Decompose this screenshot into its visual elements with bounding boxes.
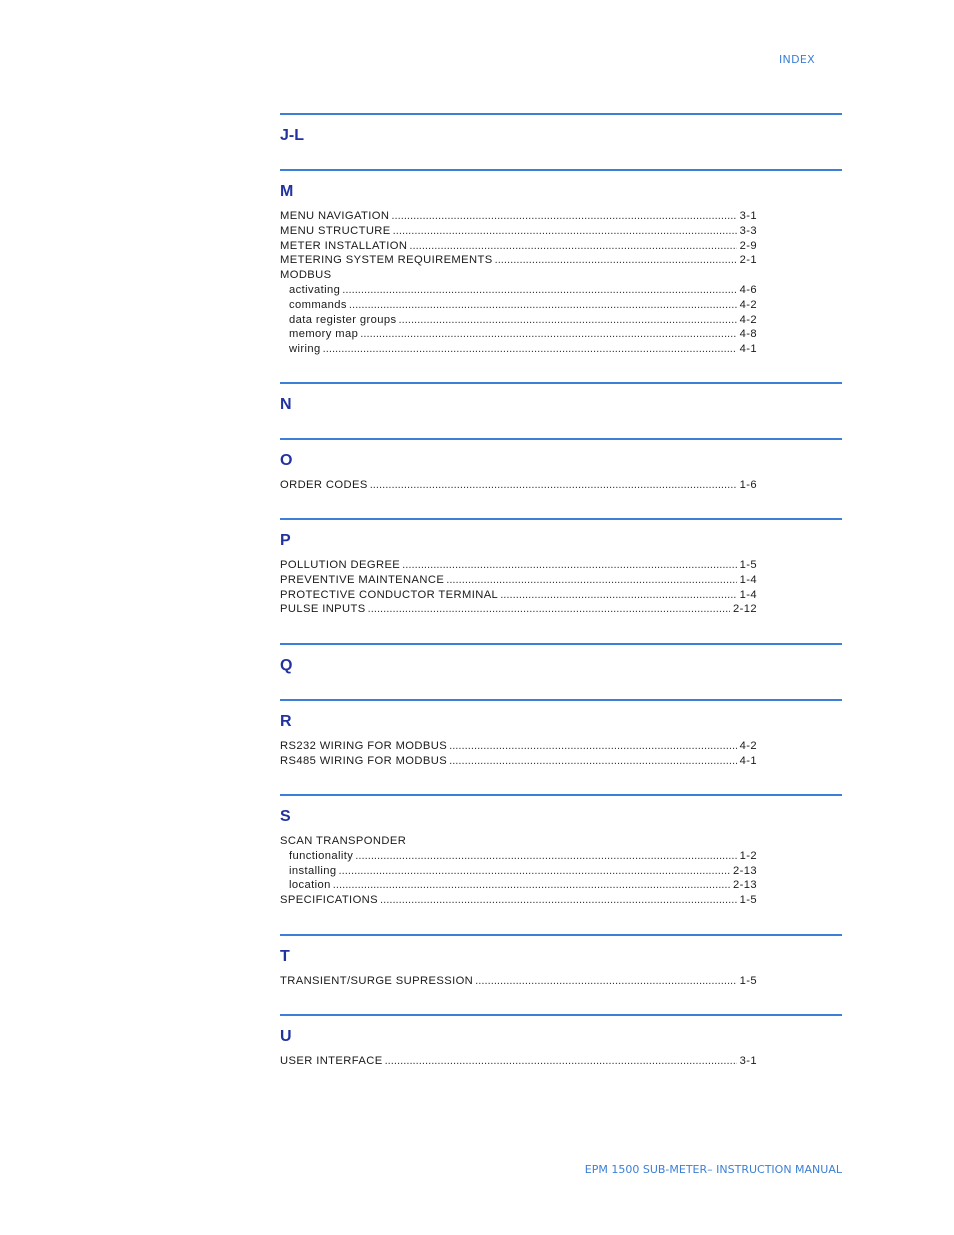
index-entry[interactable]: [280, 739, 757, 754]
index-section-u: [280, 1014, 842, 1069]
section-letter: N: [280, 396, 292, 413]
entry-term: location: [289, 879, 331, 892]
entry-term: MODBUS: [280, 269, 332, 282]
entry-page: 2-9: [739, 239, 757, 252]
section-divider: [280, 382, 842, 384]
index-subentry[interactable]: [280, 283, 757, 298]
index-entry-heading: [280, 834, 757, 849]
index-section-m: [280, 169, 842, 357]
entry-page: 4-2: [739, 298, 757, 311]
index-entry[interactable]: [280, 558, 757, 573]
index-entries: [280, 209, 757, 357]
entry-term: MENU STRUCTURE: [280, 224, 391, 237]
index-entries: [280, 739, 757, 769]
entry-term: data register groups: [289, 313, 397, 326]
index-entry[interactable]: [280, 754, 757, 769]
index-section-p: [280, 518, 842, 617]
entry-term: POLLUTION DEGREE: [280, 559, 401, 571]
entry-page: 4-1: [739, 343, 757, 356]
index-section-j-l: [280, 113, 842, 147]
entry-page: 2-13: [733, 879, 757, 892]
index-subentry[interactable]: [280, 342, 757, 357]
section-letter: U: [280, 1028, 292, 1045]
section-letter: S: [280, 808, 291, 825]
index-section-s: [280, 794, 842, 908]
index-subentry[interactable]: [280, 864, 757, 879]
entry-term: ORDER CODES: [280, 479, 368, 491]
entry-page: 4-2: [739, 313, 757, 326]
index-entry[interactable]: [280, 588, 757, 603]
index-entry[interactable]: [280, 893, 757, 908]
entry-page: 4-8: [739, 328, 757, 341]
entry-term: PROTECTIVE CONDUCTOR TERMINAL: [280, 588, 499, 601]
index-subentry[interactable]: [280, 298, 757, 313]
entry-term: SCAN TRANSPONDER: [280, 835, 407, 847]
section-divider: [280, 934, 842, 936]
entry-term: commands: [289, 298, 347, 311]
entry-term: wiring: [289, 343, 321, 356]
index-subentry[interactable]: [280, 878, 757, 893]
index-subentry[interactable]: [280, 849, 757, 864]
index-entry[interactable]: [280, 974, 757, 989]
section-letter: Q: [280, 657, 293, 674]
running-header: INDEX: [779, 53, 815, 66]
section-divider: [280, 794, 842, 796]
entry-page: 4-1: [739, 754, 757, 767]
entry-page: 4-2: [739, 740, 757, 752]
entry-term: PREVENTIVE MAINTENANCE: [280, 573, 445, 586]
entry-term: METER INSTALLATION: [280, 239, 408, 252]
entry-term: SPECIFICATIONS: [280, 894, 379, 907]
index-entry[interactable]: [280, 602, 757, 617]
entry-page: 3-1: [739, 1055, 757, 1067]
entry-page: 1-5: [739, 559, 757, 571]
index-entry[interactable]: [280, 253, 757, 268]
section-divider: [280, 169, 842, 171]
index-entry[interactable]: [280, 239, 757, 254]
entry-term: PULSE INPUTS: [280, 603, 366, 616]
index-entry[interactable]: [280, 573, 757, 588]
index-entries: [280, 558, 757, 617]
index-entry-heading: [280, 268, 757, 283]
index-section-q: [280, 643, 842, 677]
section-divider: [280, 438, 842, 440]
entry-page: 1-5: [739, 894, 757, 907]
section-letter: J-L: [280, 127, 304, 144]
entry-page: 1-4: [739, 573, 757, 586]
entry-term: TRANSIENT/SURGE SUPRESSION: [280, 975, 474, 987]
entry-page: 4-6: [739, 283, 757, 296]
section-letter: M: [280, 183, 294, 200]
entry-term: MENU NAVIGATION: [280, 210, 390, 222]
entry-page: 3-1: [739, 210, 757, 222]
index-entry[interactable]: [280, 224, 757, 239]
index-entries: [280, 974, 757, 989]
index-section-n: [280, 382, 842, 416]
index-entries: [280, 1054, 757, 1069]
index-entry[interactable]: [280, 1054, 757, 1069]
section-letter: O: [280, 452, 293, 469]
entry-page: 2-12: [733, 603, 757, 616]
entry-page: 3-3: [739, 224, 757, 237]
entry-term: METERING SYSTEM REQUIREMENTS: [280, 254, 493, 267]
entry-page: 1-4: [739, 588, 757, 601]
index-subentry[interactable]: [280, 327, 757, 342]
section-letter: R: [280, 713, 292, 730]
entry-term: RS232 WIRING FOR MODBUS: [280, 740, 448, 752]
index-section-r: [280, 699, 842, 769]
entry-page: 2-13: [733, 864, 757, 877]
entry-page: 1-5: [739, 975, 757, 987]
entry-term: memory map: [289, 328, 359, 341]
index-entries: [280, 478, 757, 493]
section-divider: [280, 699, 842, 701]
index-subentry[interactable]: [280, 313, 757, 328]
index-entries: [280, 834, 757, 908]
entry-term: activating: [289, 283, 341, 296]
entry-term: RS485 WIRING FOR MODBUS: [280, 754, 448, 767]
running-footer: EPM 1500 SUB-METER– INSTRUCTION MANUAL: [584, 1163, 842, 1176]
entry-term: installing: [289, 864, 337, 877]
section-divider: [280, 1014, 842, 1016]
entry-term: functionality: [289, 849, 354, 862]
section-letter: P: [280, 532, 291, 549]
index-section-o: [280, 438, 842, 493]
entry-page: 1-6: [739, 479, 757, 491]
section-letter: T: [280, 948, 290, 965]
section-divider: [280, 518, 842, 520]
section-divider: [280, 643, 842, 645]
entry-term: USER INTERFACE: [280, 1055, 383, 1067]
index-entry[interactable]: [280, 209, 757, 224]
section-divider: [280, 113, 842, 115]
index-section-t: [280, 934, 842, 989]
entry-page: 1-2: [739, 849, 757, 862]
entry-page: 2-1: [739, 254, 757, 267]
index-entry[interactable]: [280, 478, 757, 493]
